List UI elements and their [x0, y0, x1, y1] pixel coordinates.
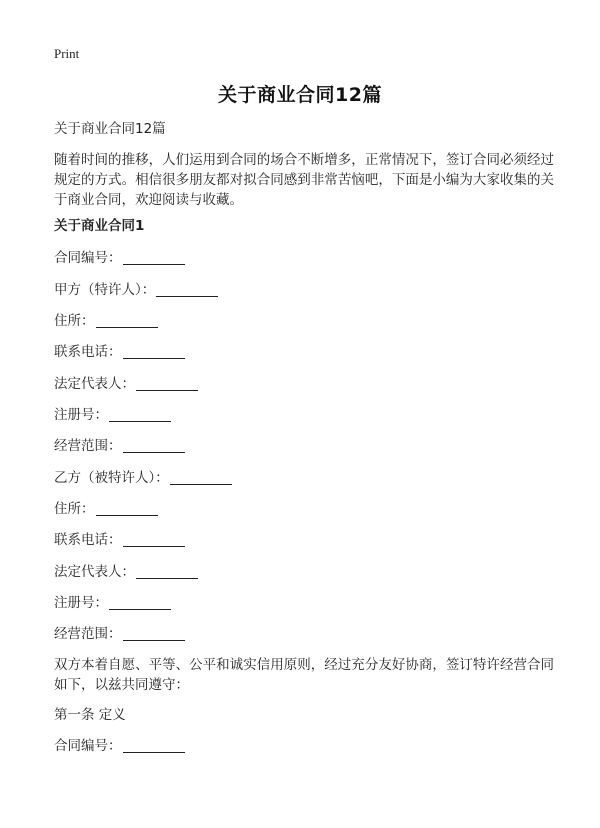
- blank-line: [123, 626, 185, 641]
- address-field: [54, 499, 158, 519]
- contract-number-field: [54, 736, 185, 756]
- print-label[interactable]: Print: [54, 46, 80, 61]
- blank-line: [109, 407, 171, 422]
- blank-line: [96, 501, 158, 516]
- blank-line: [156, 282, 218, 297]
- field-label: 乙方（被特许人）：: [54, 470, 169, 486]
- legal-rep-field: [54, 562, 198, 582]
- registration-number-field: [54, 405, 171, 425]
- registration-number-field: [54, 593, 171, 613]
- legal-rep-field: [54, 374, 198, 394]
- blank-line: [109, 595, 171, 610]
- field-label: 法定代表人：: [54, 564, 135, 580]
- document-subtitle: 关于商业合同12篇: [54, 121, 166, 137]
- field-label: 联系电话：: [54, 532, 122, 548]
- blank-line: [136, 564, 198, 579]
- phone-field: [54, 530, 185, 550]
- party-a-field: [54, 280, 218, 300]
- blank-line: [96, 313, 158, 328]
- field-label: 联系电话：: [54, 344, 122, 360]
- blank-line: [136, 376, 198, 391]
- field-label: 住所：: [54, 501, 95, 517]
- contract-number-field: [54, 248, 185, 268]
- article-heading: 第一条 定义: [54, 707, 126, 723]
- blank-line: [123, 344, 185, 359]
- blank-line: [170, 470, 232, 485]
- party-b-field: [54, 468, 232, 488]
- phone-field: [54, 342, 185, 362]
- business-scope-field: [54, 624, 185, 644]
- field-label: 甲方（特许人）：: [54, 282, 156, 298]
- field-label: 经营范围：: [54, 438, 122, 454]
- field-label: 注册号：: [54, 407, 108, 423]
- agreement-paragraph: 双方本着自愿、平等、公平和诚实信用原则，经过充分友好协商，签订特许经营合同如下，以兹共同遵守：: [54, 657, 554, 693]
- blank-line: [123, 738, 185, 753]
- field-label: 经营范围：: [54, 626, 122, 642]
- blank-line: [123, 250, 185, 265]
- field-label: 住所：: [54, 313, 95, 329]
- blank-line: [123, 532, 185, 547]
- field-label: 合同编号：: [54, 738, 122, 754]
- field-label: 合同编号：: [54, 250, 122, 266]
- document-title: 关于商业合同12篇: [218, 84, 382, 106]
- field-label: 法定代表人：: [54, 376, 135, 392]
- address-field: [54, 311, 158, 331]
- business-scope-field: [54, 436, 185, 456]
- intro-paragraph: 随着时间的推移，人们运用到合同的场合不断增多，正常情况下，签订合同必须经过规定的方式。相信很多朋友都对拟合同感到非常苦恼吧，下面是小编为大家收集的关于商业合同，欢迎阅读与收藏。: [54, 152, 554, 208]
- section-heading: 关于商业合同1: [54, 218, 145, 234]
- field-label: 注册号：: [54, 595, 108, 611]
- blank-line: [123, 438, 185, 453]
